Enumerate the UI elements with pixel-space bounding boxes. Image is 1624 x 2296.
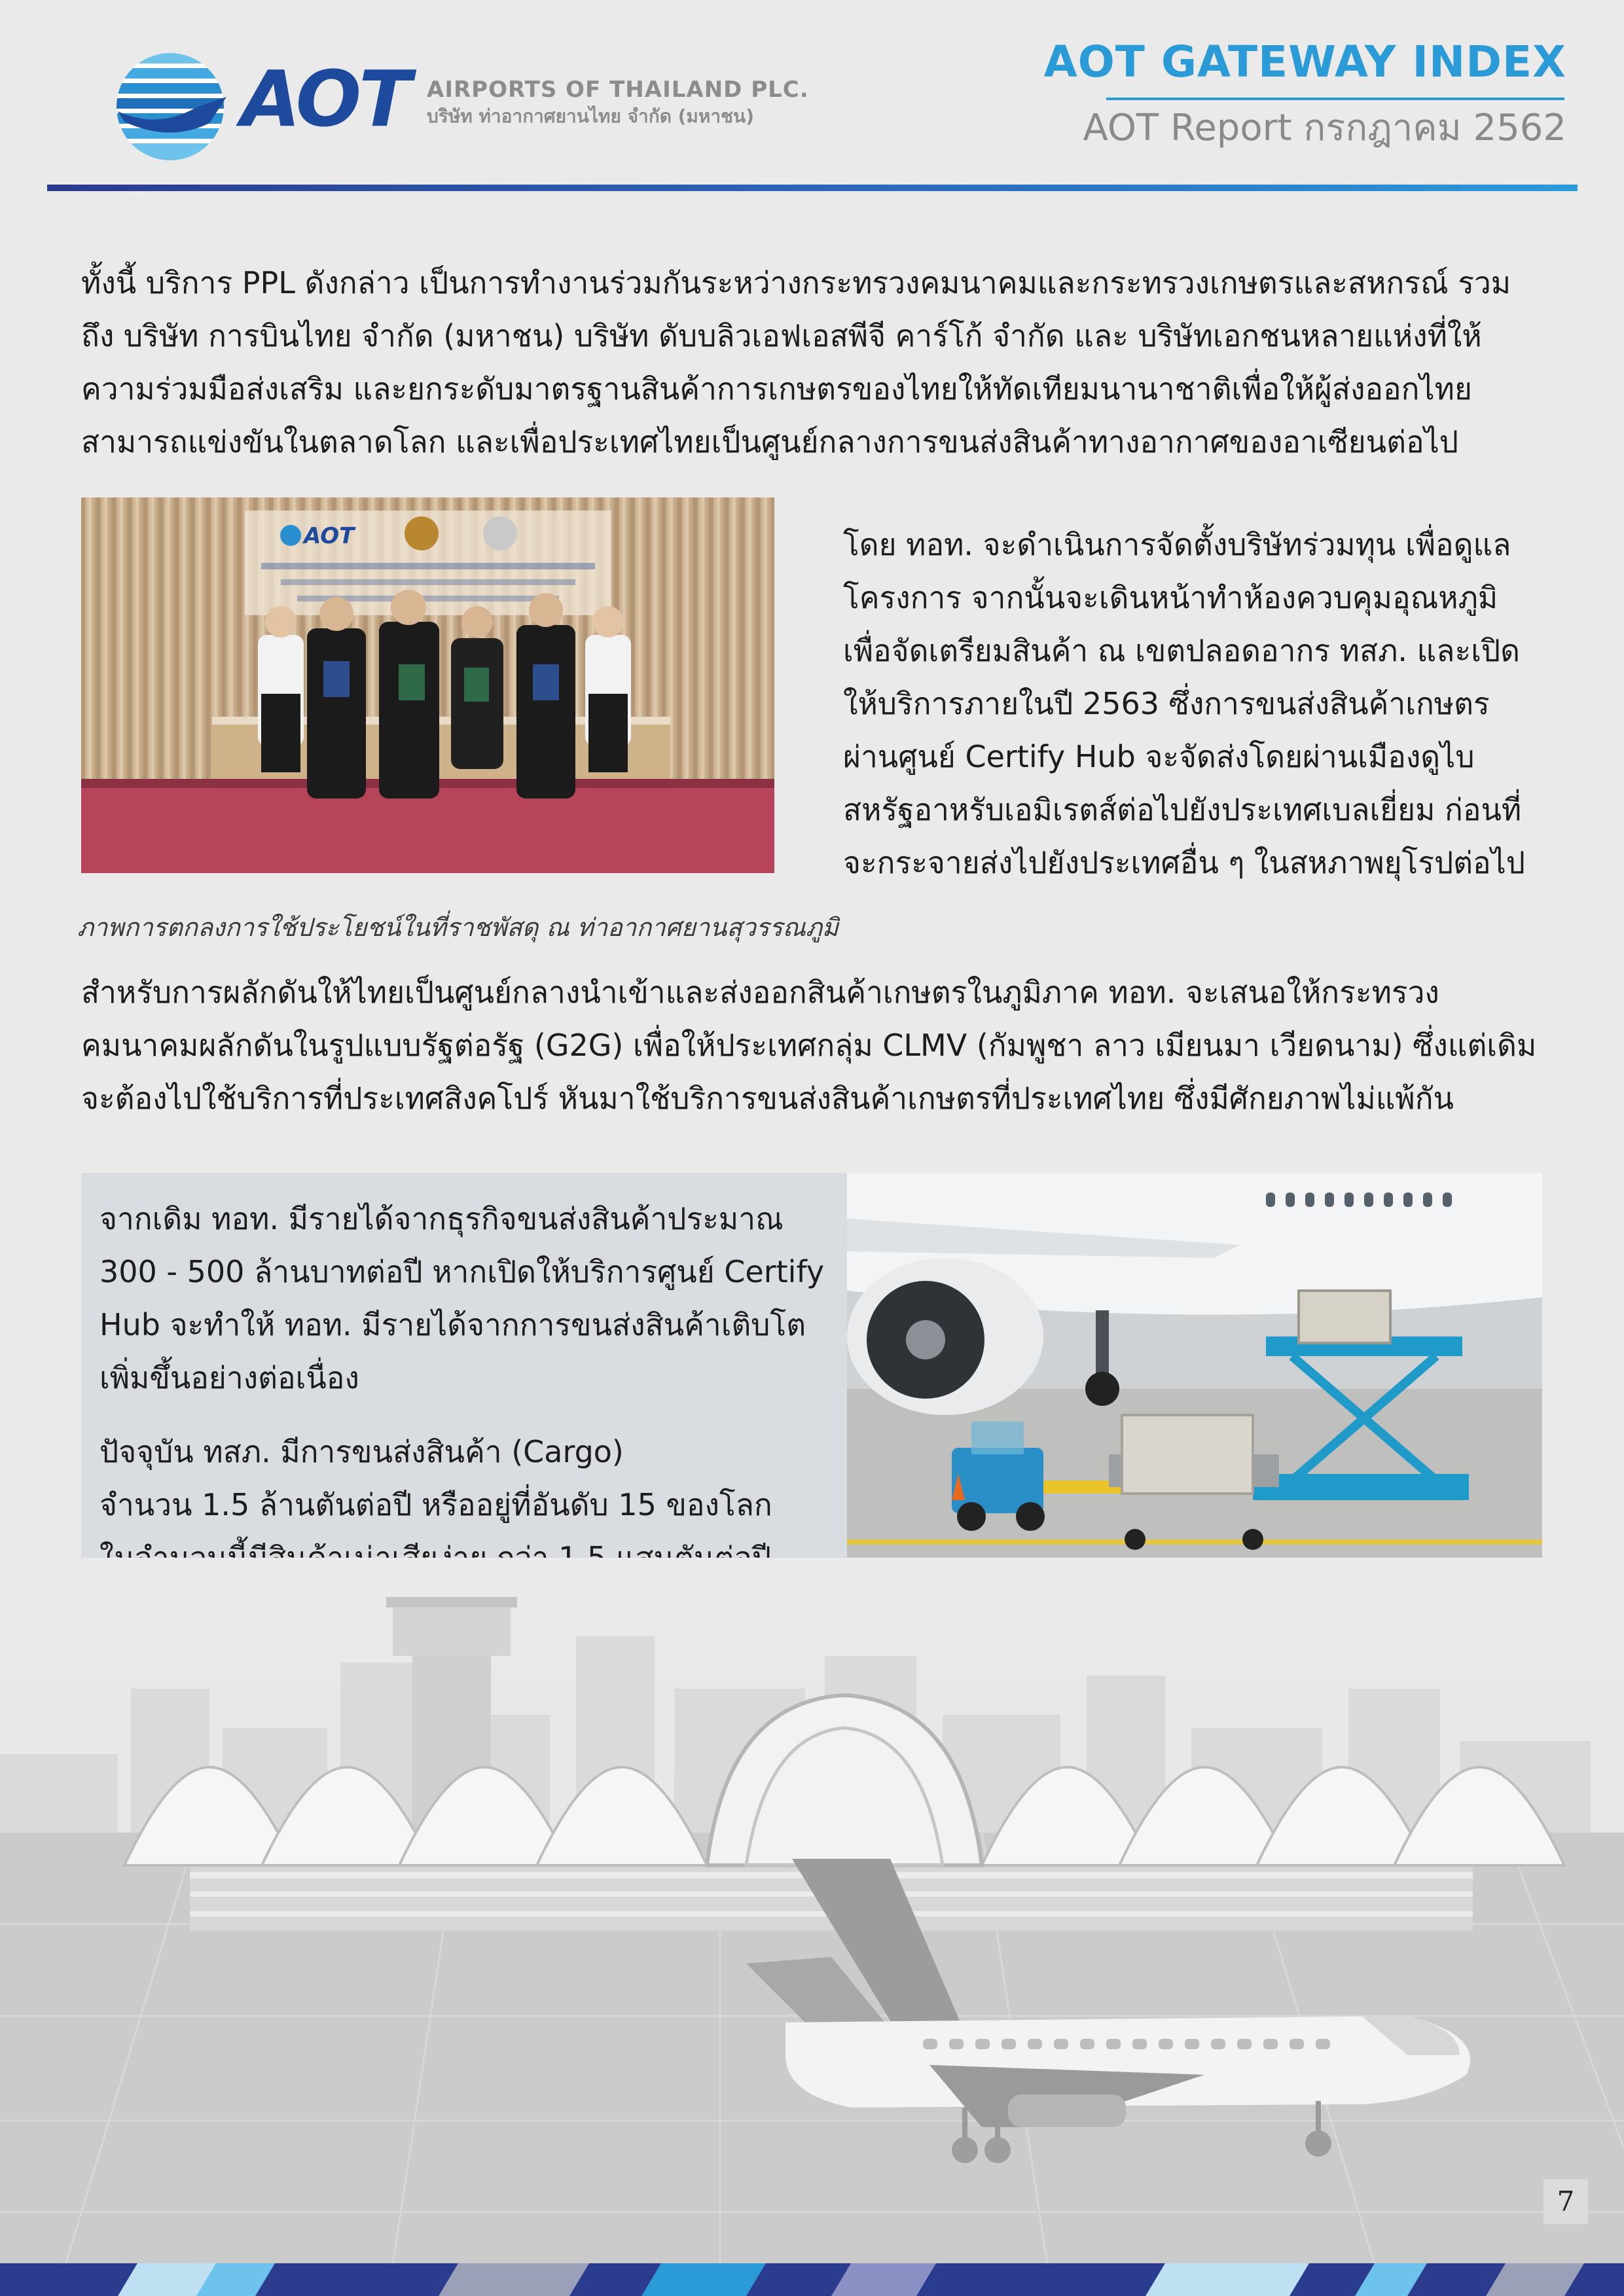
banner-aot-logo-text: AOT [304, 523, 355, 549]
report-date: AOT Report กรกฎาคม 2562 [1083, 107, 1566, 149]
cargo-line: ปัจจุบัน ทสภ. มีการขนส่งสินค้า (Cargo) [99, 1434, 624, 1469]
paragraph-ppl-cooperation: ทั้งนี้ บริการ PPL ดังกล่าว เป็นการทำงานร่วมกันระหว่างกระทรวงคมนาคมและกระทรวงเกษตรและสหกรณ์ รวมถึง บริษัท การบินไทย จำกัด (มหาชน) บริษัท ดับบลิวเอฟเอสพีจี คาร์โก้ จำกัด และ บริษัทเอกชนหลายแห่งที่ให้ความร่วมมือส่งเสริม และยกระดับมาตรฐานสินค้าการเกษตรของไทยให้ทัดเทียมนานาชาติเพื่อให้ผู้ส่งออกไทยสามารถแข่งขันในตลาดโลก และเพื่อประเทศไทยเป็นศูนย์กลางการขนส่งสินค้าทางอากาศของอาเซียนต่อไป [81, 265, 1511, 459]
header-divider [47, 185, 1578, 191]
index-title: AOT GATEWAY INDEX [1043, 37, 1566, 87]
info-box-revenue-text: จากเดิม ทอท. มีรายได้จากธุรกิจขนส่งสินค้าประมาณ 300 - 500 ล้านบาทต่อปี หากเปิดให้บริการศูนย์ Certify Hub จะทำให้ ทอท. มีรายได้จากการขนส่งสินค้าเติบโตเพิ่มขึ้นอย่างต่อเนื่อง [99, 1201, 825, 1395]
company-name-thai: บริษัท ท่าอากาศยานไทย จำกัด (มหาชน) [427, 105, 754, 127]
photo-caption: ภาพการตกลงการใช้ประโยชน์ในที่ราชพัสดุ ณ ท่าอากาศยานสุวรรณภูมิ [77, 913, 839, 942]
aot-globe-logo-icon [111, 51, 229, 162]
page-number: 7 [1543, 2179, 1588, 2224]
title-underline [1106, 98, 1564, 100]
bottom-color-band [0, 2263, 1624, 2296]
signing-ceremony-photo [81, 497, 774, 873]
cargo-line: จำนวน 1.5 ล้านตันต่อปี หรืออยู่ที่อันดับ 15 ของโลก [99, 1487, 772, 1522]
company-name-english: AIRPORTS OF THAILAND PLC. [427, 77, 809, 103]
paragraph-g2g-clmv: สำหรับการผลักดันให้ไทยเป็นศูนย์กลางนำเข้าและส่งออกสินค้าเกษตรในภูมิภาค ทอท. จะเสนอให้กระทรวงคมนาคมผลักดันในรูปแบบรัฐต่อรัฐ (G2G) เพื่อให้ประเทศกลุ่ม CLMV (กัมพูชา ลาว เมียนมา เวียดนาม) ซึ่งแต่เดิมจะต้องไปใช้บริการที่ประเทศสิงคโปร์ หันมาใช้บริการขนส่งสินค้าเกษตรที่ประเทศไทย ซึ่งมีศักยภาพไม่แพ้กัน [81, 975, 1537, 1116]
paragraph-joint-venture: โดย ทอท. จะดำเนินการจัดตั้งบริษัทร่วมทุน เพื่อดูแลโครงการ จากนั้นจะเดินหน้าทำห้องควบคุมอุณหภูมิเพื่อจัดเตรียมสินค้า ณ เขตปลอดอากร ทสภ. และเปิดให้บริการภายในปี 2563 ซึ่งการขนส่งสินค้าเกษตรผ่านศูนย์ Certify Hub จะจัดส่งโดยผ่านเมืองดูไบ สหรัฐอาหรับเอมิเรตส์ต่อไปยังประเทศเบลเยี่ยม ก่อนที่จะกระจายส่งไปยังประเทศอื่น ๆ ในสหภาพยุโรปต่อไป [843, 527, 1526, 880]
airport-illustration [0, 1558, 1624, 2265]
aot-logo-wordmark: AOT [241, 54, 409, 144]
